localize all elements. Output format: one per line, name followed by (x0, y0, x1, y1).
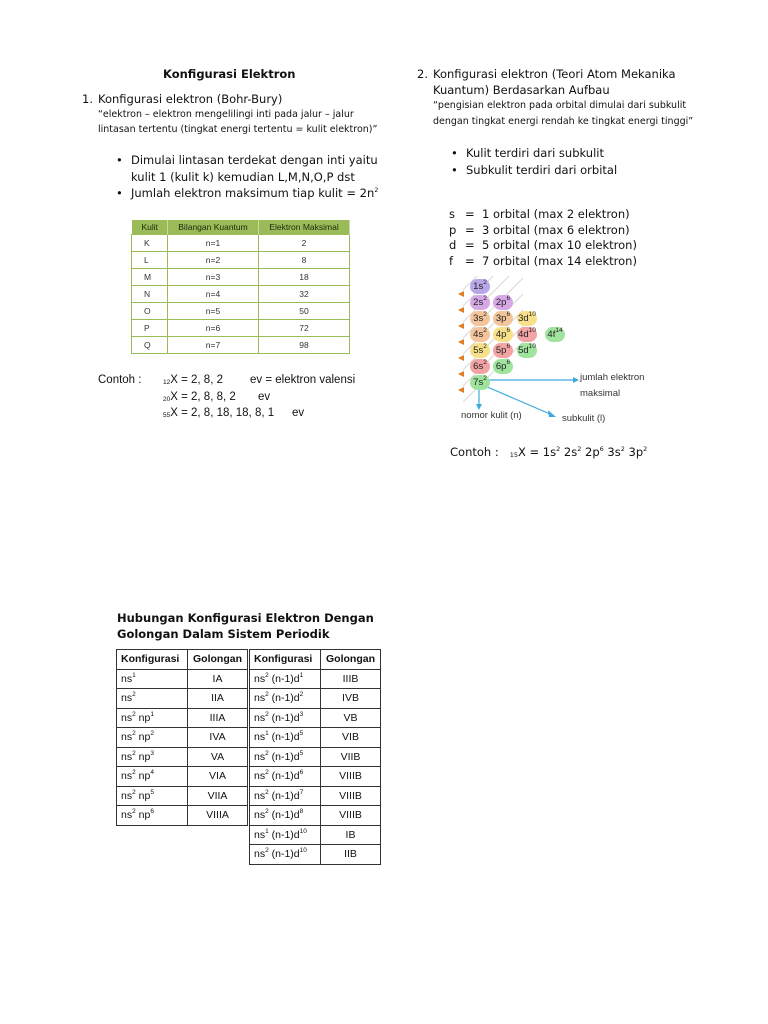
bullet-max-electron-sup: 2 (374, 186, 379, 194)
config-cell (117, 806, 188, 826)
config-text: (n-1)d (268, 711, 300, 724)
bohr-header-kulit: Kulit (132, 220, 168, 235)
bohr-header-bilangan: Bilangan Kuantum (168, 220, 259, 235)
section1-quote-line2: lintasan tertentu (tingkat energi tertentu = kulit elektron)” (98, 124, 378, 135)
orbital-cell-4p (493, 327, 513, 342)
config-text: ns (254, 770, 266, 783)
config-sup: 2 (132, 749, 136, 757)
group-cell: IIA (188, 689, 248, 709)
orbital-eq: = (465, 253, 475, 268)
config-sup: 2 (299, 691, 304, 699)
group-cell: VIIB (321, 747, 381, 767)
bohr-cell-elektron: 50 (259, 303, 350, 320)
group-table-row (117, 708, 248, 728)
example-right-label: Contoh : (450, 445, 499, 459)
group-table-row (250, 806, 381, 826)
group-b-header-config: Konfigurasi (250, 650, 321, 670)
orbital-cell-label: 4d (518, 329, 529, 340)
config-part-sup: 2 (620, 445, 625, 453)
config-text: (n-1)d (268, 809, 300, 822)
config-sup: 2 (132, 691, 136, 699)
group-cell: IIIB (321, 669, 381, 689)
config-sup: 2 (265, 788, 269, 796)
config-sup: 5 (299, 730, 304, 738)
orbital-cell-sup: 6 (506, 295, 511, 302)
config-part-sup: 2 (577, 445, 582, 453)
bohr-cell-bilangan: n=1 (168, 235, 259, 252)
orbital-cell-label: 2s (473, 297, 484, 308)
bullet-max-electron (131, 185, 378, 201)
orbital-cell-label: 4p (495, 329, 507, 340)
example-label-left: Contoh : (98, 374, 142, 386)
orbital-cell-sup: 6 (506, 359, 511, 366)
config-text: np (135, 789, 151, 802)
group-cell: IIB (321, 845, 381, 865)
config-text: ns (254, 848, 266, 861)
example-line-2-note: ev (258, 391, 271, 403)
orbital-cell-4d (517, 327, 537, 342)
group-b-header-group: Golongan (321, 650, 381, 670)
group-a-header-config: Konfigurasi (117, 650, 188, 670)
config-part-text: 2p (581, 445, 600, 459)
config-text: ns (121, 750, 133, 763)
orbital-cell-label: 4s (473, 329, 484, 340)
orbital-eq: = (465, 222, 475, 237)
config-cell (117, 689, 188, 709)
orbital-eq: = (465, 207, 475, 221)
group-cell: IVA (188, 728, 248, 748)
config-text: np (135, 750, 151, 763)
config-cell (117, 786, 188, 806)
order-marker-icon (458, 307, 464, 313)
group-table-row (117, 689, 248, 709)
label-max-line2: maksimal (580, 388, 621, 399)
orbital-cell-sup: 2 (483, 375, 487, 382)
group-cell: VIA (188, 767, 248, 787)
config-part-sup: 2 (556, 445, 561, 453)
orbital-cell-5s (470, 343, 490, 358)
orbital-cell-4s (470, 327, 490, 342)
orbital-cell-label: 3p (495, 313, 507, 324)
config-sup: 3 (299, 710, 304, 718)
orbital-cell-1s (470, 279, 490, 294)
orbital-cell-sup: 2 (483, 279, 487, 286)
config-sup: 4 (150, 769, 154, 777)
config-cell (250, 825, 321, 845)
example-line-1 (163, 372, 223, 388)
config-sup: 1 (265, 827, 269, 835)
bohr-cell-bilangan: n=5 (168, 303, 259, 320)
config-sup: 2 (132, 730, 136, 738)
group-cell: VIB (321, 728, 381, 748)
example-line-3-sub: 55 (163, 412, 171, 419)
config-part-text: 2s (560, 445, 578, 459)
orbital-cell-label: 3s (473, 313, 484, 324)
order-marker-icon (458, 387, 464, 393)
config-sup: 6 (150, 808, 154, 816)
bohr-table-row (132, 235, 350, 252)
bullet-subkulit: • Subkulit terdiri dari orbital (466, 162, 617, 178)
config-cell (250, 689, 321, 709)
example-line-2 (163, 389, 236, 405)
config-text: ns (121, 809, 133, 822)
config-cell (117, 747, 188, 767)
orbital-cell-sup: 10 (528, 311, 536, 318)
config-sup: 1 (132, 671, 136, 679)
bohr-cell-elektron: 2 (259, 235, 350, 252)
example-line-1-text: X = 2, 8, 2 (170, 374, 223, 386)
orbital-cell-5p (493, 343, 513, 358)
config-text: ns (121, 731, 133, 744)
orbital-desc: 7 orbital (max 14 elektron) (482, 253, 637, 268)
group-table-row (117, 767, 248, 787)
config-sup: 5 (150, 788, 154, 796)
orbital-cell-label: 6s (473, 361, 484, 372)
orbital-cell-sup: 2 (483, 311, 487, 318)
group-table-row (117, 669, 248, 689)
config-text: ns (121, 789, 133, 802)
config-text: np (135, 731, 151, 744)
config-cell (117, 708, 188, 728)
bullet-lintasan-line2: kulit 1 (kulit k) kemudian L,M,N,O,P dst (131, 170, 355, 184)
config-sup: 2 (265, 847, 269, 855)
bohr-table-row (132, 320, 350, 337)
config-text: ns (121, 692, 133, 705)
group-table-row (250, 669, 381, 689)
config-sup: 1 (299, 671, 304, 679)
bohr-cell-kulit: O (132, 303, 168, 320)
orbital-name: d (449, 238, 457, 252)
order-marker-icon (458, 291, 464, 297)
group-table-row (117, 728, 248, 748)
config-sup: 2 (132, 769, 136, 777)
orbital-name: f (449, 253, 454, 268)
group-cell: IB (321, 825, 381, 845)
config-text: ns (254, 672, 266, 685)
group-cell: VIIIA (188, 806, 248, 826)
config-text: ns (254, 750, 266, 763)
group-cell: VIIIB (321, 767, 381, 787)
orbital-cell-sup: 14 (555, 327, 563, 334)
section2-heading-line2: Kuantum) Berdasarkan Aufbau (433, 83, 610, 97)
config-text: (n-1)d (268, 789, 300, 802)
config-text: ns (121, 672, 133, 685)
config-text: (n-1)d (268, 672, 300, 685)
config-cell (250, 786, 321, 806)
config-text: ns (254, 711, 266, 724)
config-part-text: X = 1s (517, 445, 557, 459)
config-text: (n-1)d (268, 731, 300, 744)
config-text: ns (254, 731, 266, 744)
orbital-cell-7s (470, 375, 490, 390)
config-sup: 2 (265, 769, 269, 777)
bohr-cell-elektron: 98 (259, 337, 350, 354)
group-title-line2: Golongan Dalam Sistem Periodik (117, 627, 330, 641)
config-text: (n-1)d (268, 770, 300, 783)
config-cell (250, 845, 321, 865)
group-cell: IVB (321, 689, 381, 709)
config-text: (n-1)d (268, 750, 300, 763)
bohr-cell-bilangan: n=3 (168, 269, 259, 286)
orbital-cell-6p (493, 359, 513, 374)
config-sup: 2 (132, 710, 136, 718)
config-cell (250, 747, 321, 767)
config-sup: 2 (265, 749, 269, 757)
group-title-line1: Hubungan Konfigurasi Elektron Dengan (117, 611, 374, 625)
orbital-cell-sup: 10 (528, 343, 536, 350)
config-part-sup: 6 (599, 445, 604, 453)
config-text: ns (254, 828, 266, 841)
config-text: (n-1)d (268, 848, 300, 861)
config-text: np (135, 809, 151, 822)
orbital-desc: 3 orbital (max 6 elektron) (482, 222, 630, 237)
config-sup: 2 (132, 788, 136, 796)
bullet-lintasan (131, 152, 378, 168)
orbital-desc: 1 orbital (max 2 elektron) (482, 207, 630, 221)
config-sup: 2 (265, 671, 269, 679)
orbital-cell-sup: 6 (506, 327, 511, 334)
section1-number: 1. (82, 92, 93, 106)
group-table-row (250, 708, 381, 728)
config-sup: 10 (299, 847, 307, 855)
config-sup: 2 (150, 730, 154, 738)
label-subkulit: subkulit (l) (562, 413, 606, 424)
orbital-cell-6s (470, 359, 490, 374)
bohr-cell-kulit: M (132, 269, 168, 286)
orbital-cell-sup: 2 (483, 327, 487, 334)
orbital-cell-sup: 10 (528, 327, 536, 334)
order-marker-icon (458, 323, 464, 329)
orbital-cell-label: 2p (495, 297, 507, 308)
bohr-table-row (132, 252, 350, 269)
config-text: (n-1)d (268, 692, 300, 705)
group-table-row (250, 689, 381, 709)
config-sup: 1 (150, 710, 154, 718)
bohr-table-row (132, 269, 350, 286)
group-a-header-group: Golongan (188, 650, 248, 670)
config-sup: 8 (299, 808, 304, 816)
bohr-cell-bilangan: n=6 (168, 320, 259, 337)
section1-heading: Konfigurasi elektron (Bohr-Bury) (98, 92, 283, 106)
config-text: ns (254, 692, 266, 705)
bohr-cell-kulit: Q (132, 337, 168, 354)
section2-quote-line1: “pengisian elektron pada orbital dimulai dari subkulit (433, 100, 687, 111)
group-cell: VB (321, 708, 381, 728)
group-table-a (116, 649, 248, 826)
bullet-kulit: • Kulit terdiri dari subkulit (466, 145, 604, 161)
arrow-head-max (573, 377, 579, 383)
config-sup: 10 (299, 827, 307, 835)
bohr-table-row (132, 286, 350, 303)
group-cell: VIIIB (321, 806, 381, 826)
config-sup: 1 (265, 730, 269, 738)
orbital-cell-label: 5s (473, 345, 484, 356)
orbital-cell-sup: 6 (506, 343, 511, 350)
arrow-head-l (548, 410, 556, 417)
orbital-cell-5d (517, 343, 537, 358)
example-right-config (518, 445, 647, 459)
group-table-row (250, 767, 381, 787)
group-table-row (250, 728, 381, 748)
label-max-line1: jumlah elektron (580, 372, 645, 383)
orbital-cell-3d (517, 311, 537, 326)
config-text: np (135, 711, 151, 724)
bohr-cell-bilangan: n=7 (168, 337, 259, 354)
bohr-table (131, 220, 350, 354)
orbital-cell-3s (470, 311, 490, 326)
section1-quote-line1: “elektron – elektron mengelilingi inti pada jalur – jalur (98, 109, 354, 120)
config-cell (250, 806, 321, 826)
config-cell (250, 708, 321, 728)
bohr-cell-elektron: 18 (259, 269, 350, 286)
config-sup: 3 (150, 749, 154, 757)
config-part-text: 3s (603, 445, 621, 459)
group-table-row (117, 786, 248, 806)
orbital-cell-2s (470, 295, 490, 310)
order-marker-icon (458, 355, 464, 361)
config-sup: 2 (265, 808, 269, 816)
orbital-cell-sup: 2 (483, 295, 487, 302)
bohr-header-elektron: Elektron Maksimal (259, 220, 350, 235)
config-cell (250, 728, 321, 748)
config-text: (n-1)d (268, 828, 300, 841)
bohr-cell-bilangan: n=4 (168, 286, 259, 303)
config-text: ns (121, 770, 133, 783)
group-table-row (117, 806, 248, 826)
group-table-b (249, 649, 381, 865)
orbital-cell-label: 1s (473, 281, 484, 292)
bohr-table-row (132, 303, 350, 320)
config-text: ns (254, 789, 266, 802)
orbital-cell-4f (545, 327, 565, 342)
orbital-cell-3p (493, 311, 513, 326)
group-table-b-header (250, 650, 381, 670)
example-line-2-text: X = 2, 8, 8, 2 (170, 391, 236, 403)
order-marker-icon (458, 371, 464, 377)
page-title: Konfigurasi Elektron (163, 67, 296, 81)
label-nomor-kulit: nomor kulit (n) (461, 410, 522, 421)
bullet-max-electron-text: Jumlah elektron maksimum tiap kulit = 2n (131, 186, 375, 200)
group-table-row (250, 747, 381, 767)
config-sup: 6 (299, 769, 304, 777)
orbital-desc: 5 orbital (max 10 elektron) (482, 238, 637, 252)
bohr-cell-kulit: L (132, 252, 168, 269)
config-sup: 2 (265, 691, 269, 699)
example-right (450, 444, 647, 460)
group-cell: VIIA (188, 786, 248, 806)
group-table-row (250, 845, 381, 865)
example-line-3-note: ev (292, 407, 305, 419)
group-cell: VA (188, 747, 248, 767)
config-cell (250, 767, 321, 787)
bohr-cell-bilangan: n=2 (168, 252, 259, 269)
example-line-3 (163, 405, 274, 421)
config-sup: 2 (265, 710, 269, 718)
bohr-cell-kulit: K (132, 235, 168, 252)
orbital-cell-sup: 2 (483, 359, 487, 366)
group-table-row (250, 825, 381, 845)
example-line-3-text: X = 2, 8, 18, 18, 8, 1 (170, 407, 275, 419)
config-cell (250, 669, 321, 689)
config-sup: 7 (299, 788, 304, 796)
section2-heading-line1: Konfigurasi elektron (Teori Atom Mekanika (433, 67, 676, 81)
group-table-row (250, 786, 381, 806)
bohr-cell-elektron: 32 (259, 286, 350, 303)
example-line-1-sub: 12 (163, 379, 171, 386)
example-line-1-note: ev = elektron valensi (250, 374, 356, 386)
orbital-cell-label: 5p (495, 345, 507, 356)
orbital-cell-sup: 2 (483, 343, 487, 350)
orbital-cell-label: 7s (473, 377, 484, 388)
orbital-cell-label: 3d (518, 313, 529, 324)
config-part-sup: 2 (643, 445, 648, 453)
orbital-cell-2p (493, 295, 513, 310)
config-text: ns (121, 711, 133, 724)
bohr-cell-kulit: P (132, 320, 168, 337)
example-right-sub: 15 (509, 451, 518, 459)
example-line-2-sub: 20 (163, 396, 171, 403)
orbital-name: p (449, 222, 457, 237)
group-cell: IIIA (188, 708, 248, 728)
orbital-eq: = (465, 238, 475, 252)
config-sup: 2 (132, 808, 136, 816)
bohr-table-header (132, 220, 350, 235)
orbital-cell-label: 4f (547, 329, 556, 340)
order-marker-icon (458, 339, 464, 345)
bullet-lintasan-line1: Dimulai lintasan terdekat dengan inti yaitu (131, 153, 378, 167)
group-table-a-header (117, 650, 248, 670)
config-cell (117, 669, 188, 689)
aufbau-diagram (455, 276, 675, 426)
config-sup: 5 (299, 749, 304, 757)
orbital-cell-label: 5d (518, 345, 529, 356)
section2-number: 2. (417, 67, 428, 81)
group-cell: VIIIB (321, 786, 381, 806)
bohr-cell-elektron: 72 (259, 320, 350, 337)
group-table-row (117, 747, 248, 767)
config-cell (117, 767, 188, 787)
config-text: np (135, 770, 151, 783)
section2-quote-line2: dengan tingkat energi rendah ke tingkat energi tinggi” (433, 116, 694, 127)
bohr-table-row (132, 337, 350, 354)
config-part-text: 3p (624, 445, 644, 459)
orbital-name: s (449, 207, 455, 221)
config-cell (117, 728, 188, 748)
orbital-cell-label: 6p (495, 361, 507, 372)
group-cell: IA (188, 669, 248, 689)
bohr-cell-kulit: N (132, 286, 168, 303)
config-text: ns (254, 809, 266, 822)
orbital-cell-sup: 6 (506, 311, 511, 318)
bohr-cell-elektron: 8 (259, 252, 350, 269)
